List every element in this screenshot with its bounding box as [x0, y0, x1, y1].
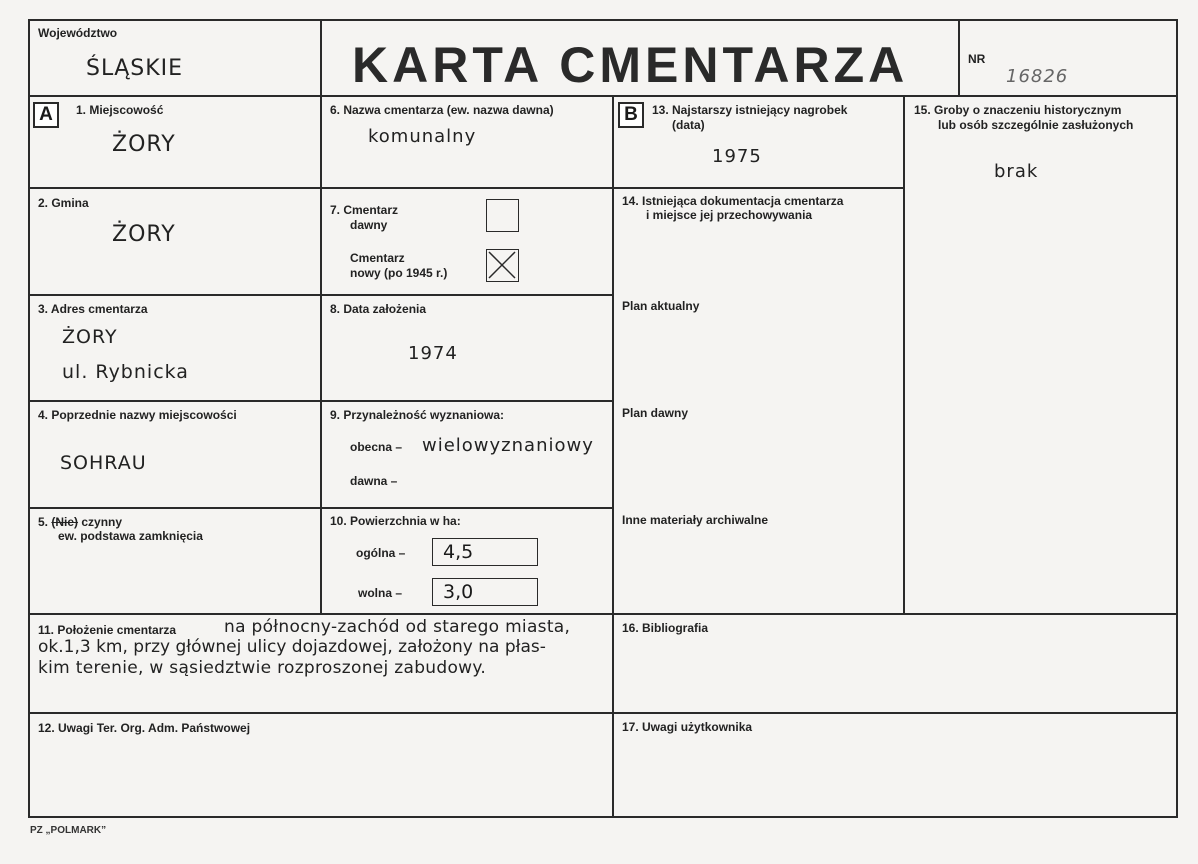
field-17-label: 17. Uwagi użytkownika	[622, 720, 753, 734]
field-5-label2: ew. podstawa zamknięcia	[58, 529, 203, 543]
field-13-label2: (data)	[672, 118, 705, 132]
field-5-num: 5.	[38, 515, 49, 529]
field-9-obecna-value: wielowyznaniowy	[422, 435, 594, 456]
checkbox-nowy[interactable]	[486, 249, 519, 282]
field-13-value: 1975	[712, 146, 762, 167]
field-15-label1: 15. Groby o znaczeniu historycznym	[914, 103, 1122, 117]
field-7-label-b2: nowy (po 1945 r.)	[350, 266, 448, 280]
field-6-value: komunalny	[368, 126, 477, 147]
plan-aktualny-label: Plan aktualny	[622, 299, 700, 313]
section-b-badge: B	[618, 102, 644, 128]
section-a-badge: A	[33, 102, 59, 128]
field-3-label: 3. Adres cmentarza	[38, 302, 148, 316]
field-15-label2: lub osób szczególnie zasłużonych	[938, 118, 1134, 132]
field-1-label: 1. Miejscowość	[76, 103, 164, 117]
page-title: KARTA CMENTARZA	[352, 37, 909, 93]
field-15-value: brak	[994, 161, 1039, 182]
field-10-ogolna-value[interactable]: 4,5	[432, 538, 538, 566]
divider	[612, 95, 614, 818]
field-8-label: 8. Data założenia	[330, 302, 427, 316]
divider	[28, 187, 613, 189]
field-5-text: czynny	[81, 515, 123, 529]
field-11-line2: ok.1,3 km, przy głównej ulicy dojazdowej, założony na płas-	[38, 637, 546, 657]
field-9-label: 9. Przynależność wyznaniowa:	[330, 408, 505, 422]
divider	[28, 400, 613, 402]
divider	[28, 294, 613, 296]
field-1-value: ŻORY	[112, 132, 176, 157]
divider	[28, 712, 1178, 714]
inne-materialy-label: Inne materiały archiwalne	[622, 513, 769, 527]
nr-value: 16826	[1006, 66, 1069, 87]
field-10-label: 10. Powierzchnia w ha:	[330, 514, 461, 528]
field-10-wolna-label: wolna –	[358, 586, 403, 600]
divider	[28, 95, 1178, 97]
field-11-line1: na północny-zachód od starego miasta,	[224, 617, 571, 637]
plan-dawny-label: Plan dawny	[622, 406, 689, 420]
checkbox-dawny[interactable]	[486, 199, 519, 232]
field-2-value: ŻORY	[112, 222, 176, 247]
field-2-label: 2. Gmina	[38, 196, 89, 210]
field-10-wolna-value[interactable]: 3,0	[432, 578, 538, 606]
field-6-label: 6. Nazwa cmentarza (ew. nazwa dawna)	[330, 103, 554, 117]
field-12-label: 12. Uwagi Ter. Org. Adm. Państwowej	[38, 721, 251, 735]
wojewodztwo-value: ŚLĄSKIE	[86, 56, 184, 81]
field-9-obecna-label: obecna –	[350, 440, 403, 454]
divider	[958, 19, 960, 97]
footer-publisher: PZ „POLMARK”	[30, 825, 107, 836]
divider	[612, 187, 903, 189]
divider	[903, 95, 905, 615]
field-7-label-b1: Cmentarz	[350, 251, 405, 265]
field-4-value: SOHRAU	[60, 452, 147, 474]
field-5-strike: (Nie)	[51, 515, 79, 529]
divider	[320, 95, 322, 615]
field-13-label1: 13. Najstarszy istniejący nagrobek	[652, 103, 848, 117]
nr-label: NR	[968, 52, 986, 66]
field-9-dawna-label: dawna –	[350, 474, 398, 488]
checkbox-x-icon	[487, 250, 517, 280]
field-11-line3: kim terenie, w sąsiedztwie rozproszonej zabudowy.	[38, 658, 487, 678]
field-16-label: 16. Bibliografia	[622, 621, 709, 635]
field-14-label1: 14. Istniejąca dokumentacja cmentarza	[622, 194, 844, 208]
field-11-label: 11. Położenie cmentarza	[38, 623, 177, 637]
field-7-label-a2: dawny	[350, 218, 388, 232]
field-8-value: 1974	[408, 343, 458, 364]
field-4-label: 4. Poprzednie nazwy miejscowości	[38, 408, 237, 422]
divider	[320, 19, 322, 97]
field-10-ogolna-label: ogólna –	[356, 546, 406, 560]
wojewodztwo-label: Województwo	[38, 26, 118, 40]
field-3-value-line2: ul. Rybnicka	[62, 361, 189, 383]
field-14-label2: i miejsce jej przechowywania	[646, 208, 813, 222]
field-7-label-a1: 7. Cmentarz	[330, 203, 399, 217]
divider	[28, 613, 1178, 615]
divider	[28, 507, 613, 509]
field-3-value-line1: ŻORY	[62, 326, 118, 348]
field-5-label	[38, 515, 122, 530]
